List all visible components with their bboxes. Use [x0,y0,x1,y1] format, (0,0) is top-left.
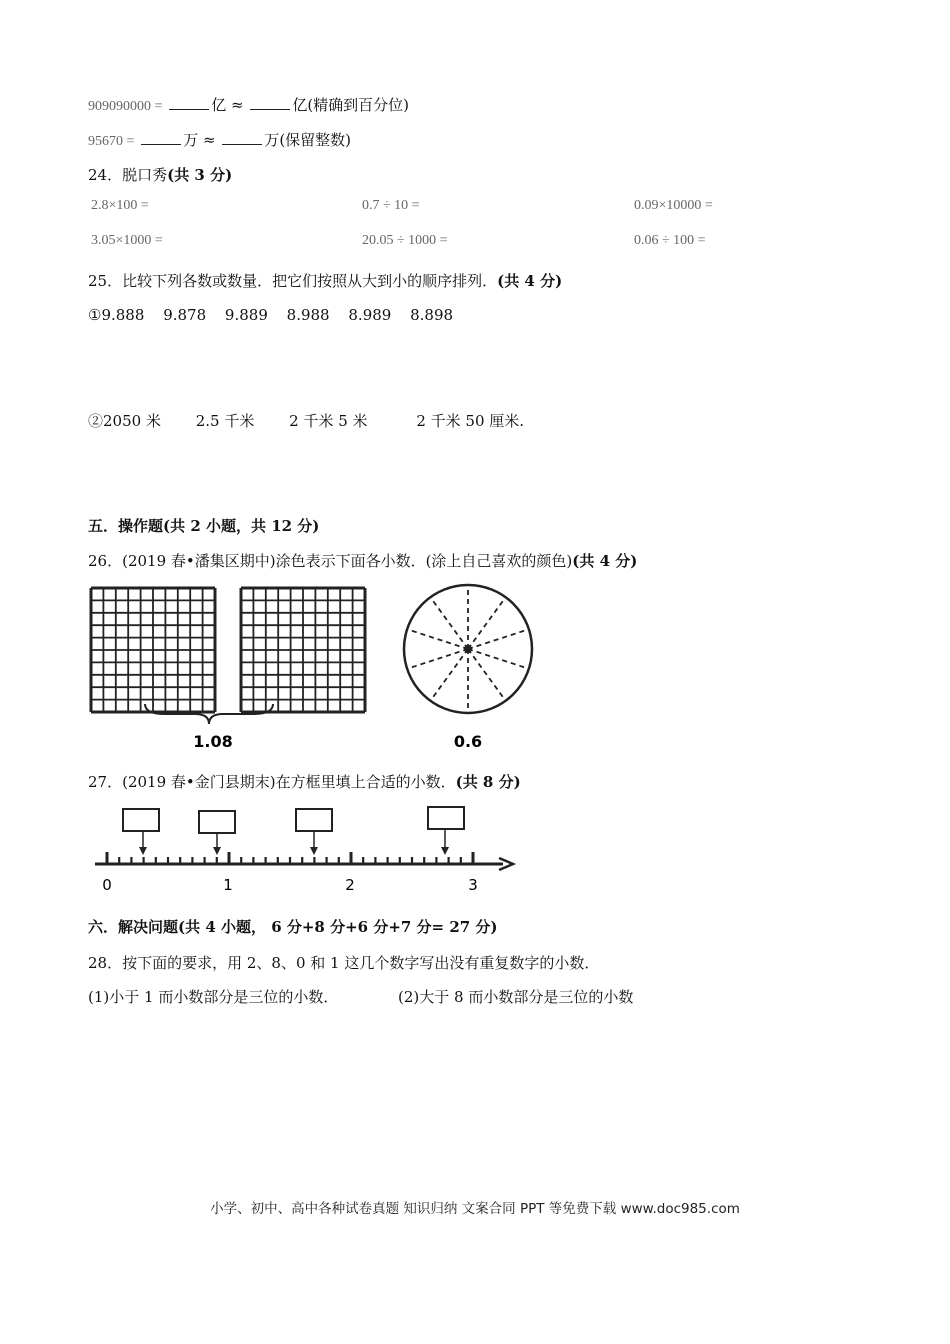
q25-number: 8.988 [286,306,330,324]
q28-title: 28．按下面的要求，用 2、8、0 和 1 这几个数字写出没有重复数字的小数． [88,954,600,972]
pointer-arrow-head [441,847,449,855]
q25-number: 8.898 [410,306,454,324]
q25-number: 9.889 [224,306,268,324]
q25-title: 25．比较下列各数或数量．把它们按照从大到小的顺序排列． [88,272,498,290]
q25-quantity: 2 千米 50 厘米. [416,412,525,430]
q26-points: (共 4 分) [572,552,638,570]
q25-marker: ② [88,412,104,430]
sector-divider [430,597,468,649]
section-5-title: 五．操作题(共 2 小题，共 12 分) [88,517,320,535]
q25-part1 [88,306,453,324]
q25-number: 9.888 [101,306,145,324]
number-line-ticks [107,852,473,864]
axis-label-3: 3 [468,876,478,894]
q23-unit-2b: 万(保留整数) [264,131,352,149]
number-line-figure [85,805,525,900]
q26-title: 26．(2019 春•潘集区期中)涂色表示下面各小数．(涂上自己喜欢的颜色) [88,552,573,570]
grid-value-label: 1.08 [193,732,233,751]
q23-unit-1a: 亿 ≈ [211,96,244,114]
sector-divider [430,649,468,701]
q25-heading [88,270,562,291]
q27-title: 27．(2019 春•金门县期末)在方框里填上合适的小数． [88,773,456,791]
q23-unit-1b: 亿(精确到百分位) [292,96,410,114]
q24-heading [88,164,232,185]
axis-label-2: 2 [345,876,355,894]
answer-box-1[interactable] [123,809,159,831]
sector-divider [468,629,529,649]
q25-quantity: 2.5 千米 [195,412,255,430]
q27-points: (共 8 分) [455,773,521,791]
page-footer: 小学、初中、高中各种试卷真题 知识归纳 文案合同 PPT 等免费下载 www.doc985.com [210,1201,740,1217]
sector-divider [407,629,468,649]
q27-heading [88,771,521,792]
q24-title: 24．脱口秀 [88,166,168,184]
pointer-arrow-head [310,847,318,855]
sector-divider [407,649,468,669]
q24-item: 0.7 ÷ 10 = [362,198,420,213]
circle-value-label: 0.6 [453,732,483,751]
q23-expr-2: 95670 = [88,134,135,149]
answer-box-4[interactable] [428,807,464,829]
q24-points: (共 3 分) [167,166,233,184]
q24-item: 2.8×100 = [91,198,149,213]
answer-blank[interactable] [141,130,181,145]
q23-unit-2a: 万 ≈ [183,131,216,149]
q25-quantity: 2050 米 [103,412,161,430]
q26-figure [85,582,555,752]
q25-number: 8.989 [348,306,392,324]
hundred-grid-1[interactable] [91,588,215,712]
answer-box-2[interactable] [199,811,235,833]
q25-points: (共 4 分) [497,272,563,290]
q25-number: 9.878 [163,306,207,324]
q25-quantity: 2 千米 5 米 [289,412,368,430]
q24-item: 20.05 ÷ 1000 = [362,233,448,248]
q24-item: 0.09×10000 = [634,198,713,213]
q28-sub-2: (2)大于 8 而小数部分是三位的小数 [398,988,634,1006]
q26-heading [88,550,637,571]
q23-line-2 [88,129,351,150]
answer-box-3[interactable] [296,809,332,831]
q23-expr-1: 909090000 = [88,99,163,114]
q24-item: 0.06 ÷ 100 = [634,233,706,248]
circle-center [464,645,472,653]
pointer-arrow-head [139,847,147,855]
answer-blank[interactable] [169,95,209,110]
q25-marker: ① [88,306,102,324]
sector-divider [468,597,506,649]
section-6-title: 六．解决问题(共 4 小题， 6 分+8 分+6 分+7 分= 27 分) [88,918,498,936]
q24-item: 3.05×1000 = [91,233,163,248]
pointer-arrow-head [213,847,221,855]
axis-label-0: 0 [102,876,112,894]
q28-sub-1: (1)小于 1 而小数部分是三位的小数． [88,988,339,1006]
q25-part2 [88,410,524,431]
axis-label-1: 1 [223,876,233,894]
answer-blank[interactable] [222,130,262,145]
hundred-grid-2[interactable] [241,588,365,712]
sector-divider [468,649,506,701]
q23-line-1 [88,94,409,115]
sector-divider [468,649,529,669]
answer-blank[interactable] [250,95,290,110]
sector-circle[interactable] [404,585,532,713]
